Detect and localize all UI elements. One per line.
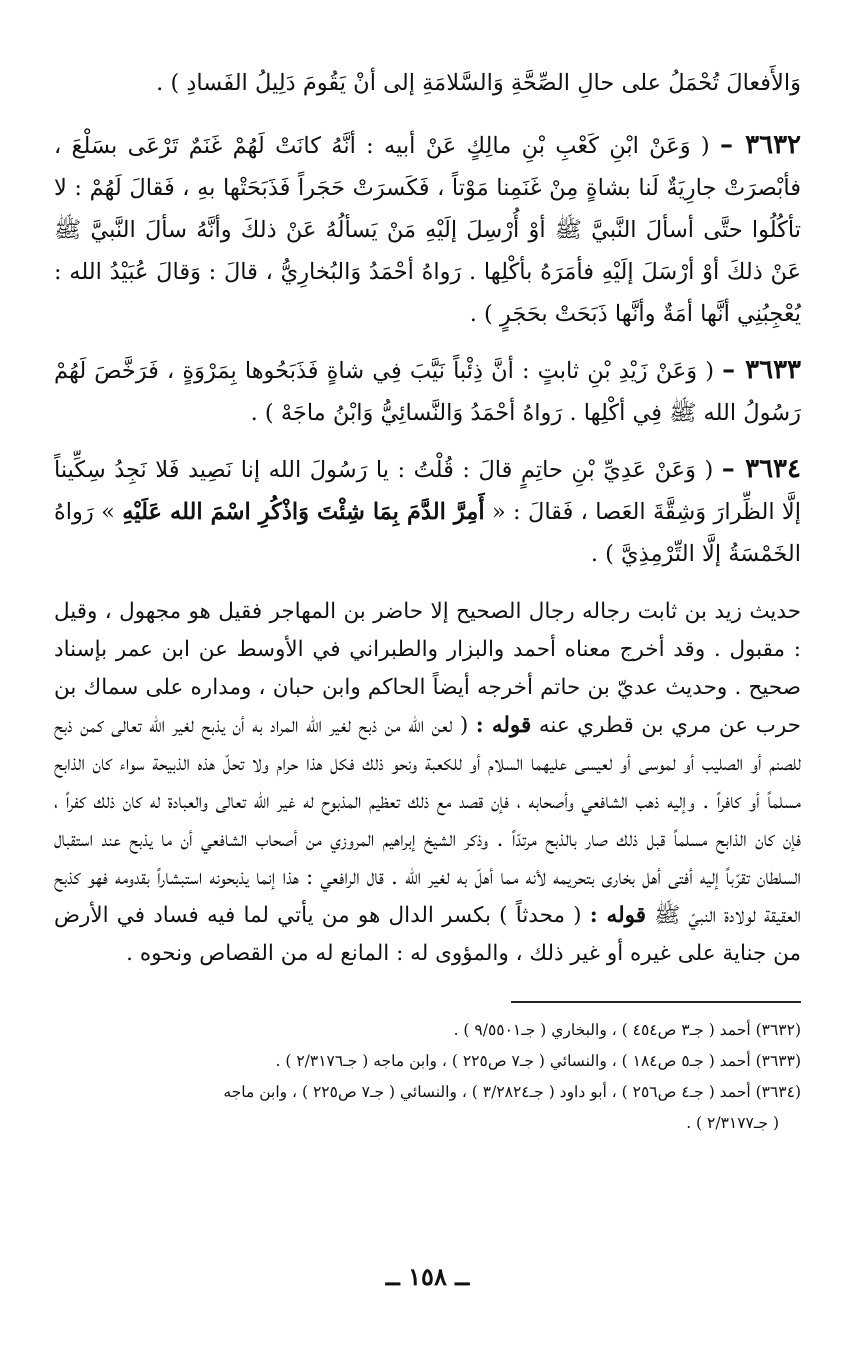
footnote-item: ( جـ٢/٣١٧٧ ) . [686, 1114, 779, 1132]
commentary [54, 593, 801, 973]
hadith-text: ( وَعَنْ عَدِيِّ بْنِ حاتِمٍ قالَ : قُلْتُ : يا رَسُولَ الله إنا نَصِيد فَلا نَجِدُ سِكِّيناً إلَّا الظِّرارَ وَشِقَّةَ العَصا ، فَقالَ : « [54, 457, 801, 525]
hadith-text: ( وَعَنْ ابْنِ كَعْبِ بْنِ مالِكٍ عَنْ أبيه : أنَّهُ كانَتْ لَهُمْ غَنَمٌ تَرْعَى بسَلْعَ ، فأبْصرَتْ جارِيَةٌ لَنا بشاةٍ مِنْ غَنَمِنا مَوْتاً ، فَكَسرَتْ حَجَراً فَذَبَحَتْها بهِ ، فَقالَ لَهُمْ : لا تأكُلُوا حتَّى أسألَ النَّبيَّ ﷺ أوْ أُرْسِلَ إلَيْهِ مَنْ يَسألُهُ عَنْ ذلكَ وأنَّهُ سألَ النَّبيَّ ﷺ عَنْ ذلكَ أوْ أرْسَلَ إلَيْهِ فأمَرَهُ بأكْلِها . رَواهُ أحْمَدُ وَالبُخارِيُّ ، قالَ : وَقالَ عُبَيْدُ الله : يُعْجِبُنِي أنَّها أمَةٌ وأنَّها ذَبَحَتْ بحَجَرٍ ) . [54, 133, 801, 327]
commentary-text: ( محدثاً ) بكسر الدال هو من يأتي لما فيه فساد في الأرض من جناية على غيره أو غير ذلك ، والمؤوى له : المانع له من القصاص ونحوه . [54, 903, 801, 966]
footnote-item: (٣٦٣٣) أحمد ( جـ٥ ص١٨٤ ) ، والنسائي ( جـ٧ ص٢٢٥ ) ، وابن ماجه ( جـ٢/٣١٧٦ ) . [275, 1052, 801, 1070]
commentary-label: قوله : [589, 903, 647, 928]
page-number: ــ ١٥٨ ــ [385, 1262, 470, 1291]
footnotes [54, 1015, 801, 1139]
commentary-text: ( لعن الله من ذبح لغير الله المراد به أن يذبح لغير الله تعالى كمن ذبح للصنم أو الصليب أو لموسى أو لعيسى عليهما السلام أو للكعبة ونحو ذلك فكل هذا حرام ولا تحلّ هذه الذبيحة سواء كان الذابح مسلماً أو كافراً . وإليه ذهب الشافعي وأصحابه ، فإن قصد مع ذلك تعظيم المذبوح له غير الله تعالى والعبادة له كان ذلك كفراً ، فإن كان الذابح مسلماً قبل ذلك صار بالذبح مرتدّاً . وذكر الشيخ إبراهيم المروزي من أصحاب الشافعي أن ما يذبح عند استقبال السلطان تقرّباً إليه أفتى أهل بخارى بتحريمه لأنه مما أهلّ به لغير الله . قال الرافعي : هذا إنما يذبحونه استبشاراً بقدومه فهو كذبح العقيقة لولادة النبيّ ﷺ [54, 713, 801, 928]
hadith-quote: أَمِرَّ الدَّمَ بِمَا شِئْتَ وَاذْكُرِ اسْمَ الله عَلَيْهِ [122, 499, 485, 525]
hadith-3634 [54, 448, 801, 575]
commentary-label: قوله : [475, 713, 532, 738]
footnote-divider [511, 1001, 801, 1003]
intro-line: وَالأَفعالَ تُحْمَلُ على حالِ الصِّحَّةِ وَالسَّلامَةِ إلى أنْ يَقُومَ دَلِيلُ الفَسادِ ) . [156, 70, 801, 96]
hadith-text: ( وَعَنْ زَيْدِ بْنِ ثابتٍ : أنَّ ذِئْباً نَيَّبَ فِي شاةٍ فَذَبَحُوها بِمَرْوَةٍ ، فَرَخَّصَ لَهُمْ رَسُولُ الله ﷺ فِي أكْلِها . رَواهُ أحْمَدُ وَالنَّسائِيُّ وَابْنُ ماجَهْ ) . [54, 358, 801, 426]
hadith-number: ٣٦٣٢ – [719, 130, 801, 160]
hadith-3633 [54, 349, 801, 434]
hadith-number: ٣٦٣٣ – [722, 355, 801, 385]
hadith-text-end: » رَواهُ الخَمْسَةُ إلَّا التِّرْمِذِيَّ ) . [54, 499, 801, 567]
hadith-number: ٣٦٣٤ – [721, 454, 801, 484]
commentary-text: حديث زيد بن ثابت رجاله رجال الصحيح إلا حاضر بن المهاجر فقيل هو مجهول ، وقيل : مقبول . وقد أخرج معناه أحمد والبزار والطبراني في الأوسط عن ابن عمر بإسناد صحيح . وحديث عديّ بن حاتم أخرجه أيضاً الحاكم وابن حبان ، ومداره على سماك بن حرب عن مري بن قطري عنه [54, 599, 801, 738]
hadith-3632 [54, 124, 801, 335]
footnote-item: (٣٦٣٢) أحمد ( جـ٣ ص٤٥٤ ) ، والبخاري ( جـ٩/٥٥٠١ ) . [453, 1021, 801, 1039]
footnote-item: (٣٦٣٤) أحمد ( جـ٤ ص٢٥٦ ) ، أبو داود ( جـ٣/٢٨٢٤ ) ، والنسائي ( جـ٧ ص٢٢٥ ) ، وابن ماجه [223, 1083, 801, 1101]
